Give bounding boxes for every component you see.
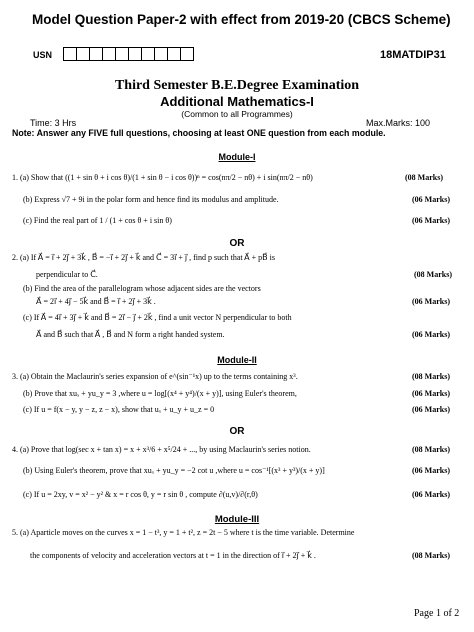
or-divider-2: OR <box>229 426 245 437</box>
question-4a: 4. (a) Prove that log(sec x + tan x) = x + x³/6 + x⁵/24 + ..., by using Maclaurin's series notion. <box>12 445 311 454</box>
question-4a-marks: (08 Marks) <box>412 445 450 454</box>
usn-box <box>154 47 168 61</box>
question-1b-marks: (06 Marks) <box>412 195 450 204</box>
question-5a-marks: (08 Marks) <box>412 551 450 560</box>
usn-box <box>115 47 129 61</box>
or-divider-1: OR <box>229 238 245 249</box>
question-2c-line2: A⃗ and B⃗ such that A⃗ , B⃗ and N form a right handed system. <box>36 330 225 339</box>
time-label: Time: 3 Hrs <box>30 118 77 128</box>
question-2a-line1: 2. (a) If A⃗ = i⃗ + 2j⃗ + 3k⃗ , B⃗ = −i⃗ + 2j⃗ + k⃗ and C⃗ = 3i⃗ + j⃗ , find p such that A⃗ + pB⃗ is <box>12 253 275 262</box>
question-3b-marks: (06 Marks) <box>412 389 450 398</box>
question-2c-marks: (06 Marks) <box>412 330 450 339</box>
question-3a-marks: (08 Marks) <box>412 372 450 381</box>
usn-box <box>128 47 142 61</box>
question-1a: 1. (a) Show that ((1 + sin θ + i cos θ)/(1 + sin θ − i cos θ))ⁿ = cos(nπ/2 − nθ) + i sin(nπ/2 − nθ) <box>12 173 313 182</box>
subject-code: 18MATDIP31 <box>380 49 446 61</box>
usn-box <box>180 47 194 61</box>
instructions-note: Note: Answer any FIVE full questions, choosing at least ONE question from each module. <box>12 128 386 138</box>
question-3b: (b) Prove that xuₓ + yu_y = 3 ,where u = log[(x⁴ + y⁴)/(x + y)], using Euler's theorem, <box>23 389 297 398</box>
question-3a: 3. (a) Obtain the Maclaurin's series expansion of e^(sin⁻¹x) up to the terms containing x³. <box>12 372 298 381</box>
question-1c-marks: (06 Marks) <box>412 216 450 225</box>
page-number: Page 1 of 2 <box>414 608 460 619</box>
usn-boxes <box>64 47 194 61</box>
question-2b-marks: (06 Marks) <box>412 297 450 306</box>
module-2-heading: Module-II <box>217 355 257 365</box>
question-4c: (c) If u = 2xy, v = x² − y² & x = r cos θ, y = r sin θ , compute ∂(u,v)/∂(r,θ) <box>23 490 258 499</box>
question-5a-line2: the components of velocity and acceleration vectors at t = 1 in the direction of i⃗ + 2j⃗ + k⃗ . <box>30 551 316 560</box>
usn-box <box>102 47 116 61</box>
question-3c-marks: (06 Marks) <box>412 405 450 414</box>
question-1c: (c) Find the real part of 1 / (1 + cos θ + i sin θ) <box>23 216 172 225</box>
module-3-heading: Module-III <box>214 514 260 525</box>
paper-title: Model Question Paper-2 with effect from 2019-20 (CBCS Scheme) <box>32 12 451 27</box>
usn-box <box>89 47 103 61</box>
usn-box <box>167 47 181 61</box>
question-4b-marks: (06 Marks) <box>412 466 450 475</box>
usn-label: USN <box>33 50 53 60</box>
max-marks-label: Max.Marks: 100 <box>366 118 431 128</box>
usn-box <box>63 47 77 61</box>
usn-box <box>141 47 155 61</box>
question-1b: (b) Express √7 + 9i in the polar form and hence find its modulus and amplitude. <box>23 195 279 204</box>
question-4b: (b) Using Euler's theorem, prove that xuₓ + yu_y = −2 cot u ,where u = cos⁻¹[(x³ + y³)/(x + y)] <box>23 466 325 475</box>
subject-heading: Additional Mathematics-I <box>160 94 314 109</box>
question-2a-marks: (08 Marks) <box>414 270 452 279</box>
question-1a-marks: (08 Marks) <box>405 173 443 182</box>
question-2b-line2: A⃗ = 2i⃗ + 4j⃗ − 5k⃗ and B⃗ = i⃗ + 2j⃗ + 3k⃗ . <box>36 297 156 306</box>
usn-box <box>76 47 90 61</box>
question-4c-marks: (06 Marks) <box>412 490 450 499</box>
question-2a-line2: perpendicular to C⃗. <box>36 270 98 279</box>
question-5a-line1: 5. (a) Aparticle moves on the curves x = 1 − t³, y = 1 + t², z = 2t − 5 where t is the time variable. Determine <box>12 528 355 537</box>
question-3c: (c) If u = f(x − y, y − z, z − x), show that uₓ + u_y + u_z = 0 <box>23 405 215 414</box>
question-2c-line1: (c) If A⃗ = 4i⃗ + 3j⃗ + k⃗ and B⃗ = 2i⃗ − j⃗ + 2k⃗ , find a unit vector N perpendicular to both <box>23 313 292 322</box>
question-2b-line1: (b) Find the area of the parallelogram whose adjacent sides are the vectors <box>23 284 261 293</box>
module-1-heading: Module-I <box>218 152 256 162</box>
common-note: (Common to all Programmes) <box>181 109 293 119</box>
semester-heading: Third Semester B.E.Degree Examination <box>114 78 360 93</box>
